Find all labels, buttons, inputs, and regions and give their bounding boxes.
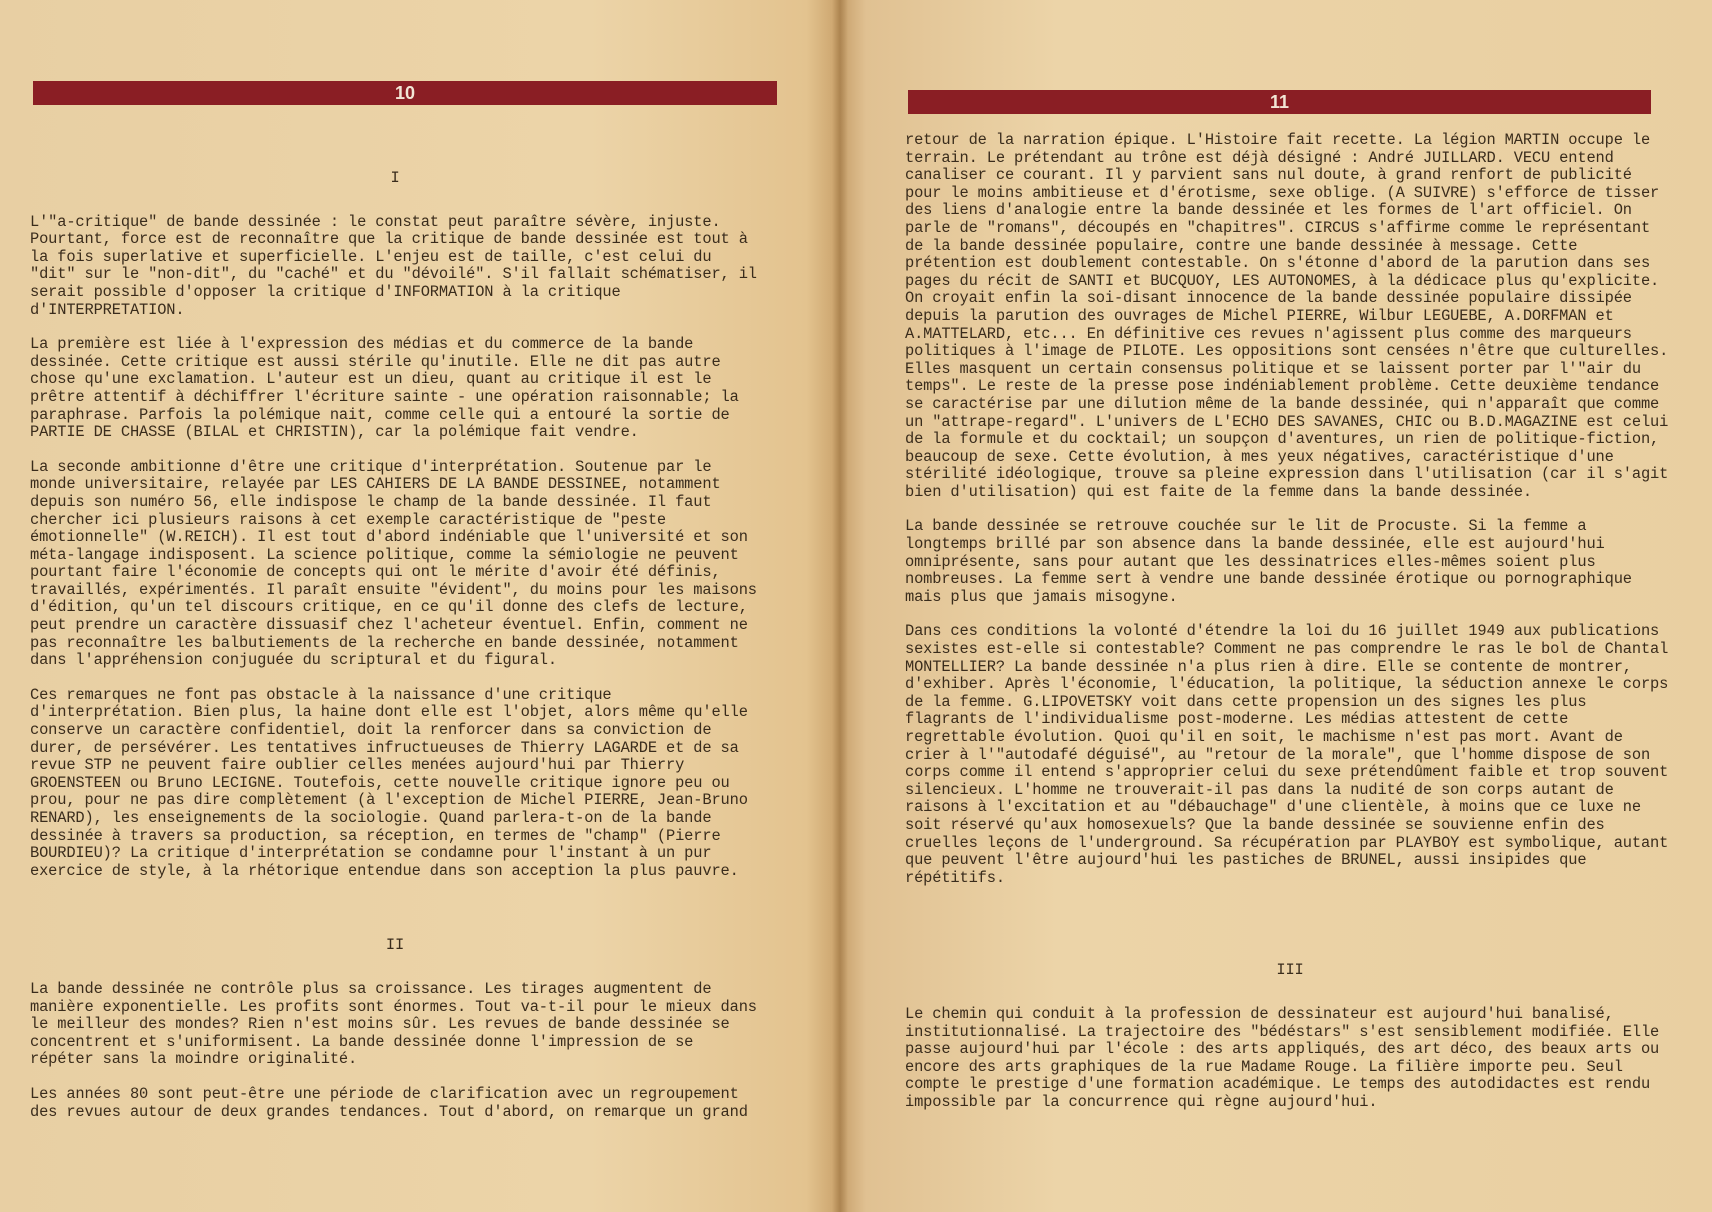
section-heading: III	[1276, 961, 1304, 980]
paragraph: La seconde ambitionne d'être une critique d'interprétation. Soutenue par le monde universitaire, relayée par LES CAHIERS DE LA BANDE DESSINEE, notamment depuis son numéro 56, elle indispose le champ de la bande dessinée. Il faut chercher ici plusieurs raisons à cet exemple caractéristique de "peste émotionnelle" (W.REICH). Il est tout d'abord indéniable que l'université et son méta-langage indisposent. La science politique, comme la sémiologie ne peuvent pourtant faire l'économie de concepts qui ont le mérite d'avoir été définis, travaillés, expérimentés. Il paraît ensuite "évident", du moins pour les maisons d'édition, qu'un tel discours critique, en ce qu'il donne des clefs de lecture, peut prendre un caractère dissuasif chez l'acheteur éventuel. Enfin, comment ne pas reconnaître les balbutiements de la recherche en bande dessinée, notamment dans l'appréhension conjuguée du scriptural et du figural.	[30, 457, 757, 670]
paragraph: La première est liée à l'expression des médias et du commerce de la bande dessinée. Cette critique est aussi stérile qu'inutile. Elle ne dit pas autre chose qu'une exclamation. L'auteur est un dieu, quant au critique il est le prêtre attentif à déchiffrer l'écriture sainte - une opération raisonnable; la paraphrase. Parfois la polémique nait, comme celle qui a entouré la sortie de PARTIE DE CHASSE (BILAL et CHRISTIN), car la polémique fait vendre.	[30, 335, 739, 442]
page-number-bar: 11	[908, 90, 1651, 114]
section-heading: I	[390, 169, 400, 187]
paragraph: La bande dessinée ne contrôle plus sa croissance. Les tirages augmentent de manière exponentielle. Les profits sont énormes. Tout va-t-il pour le mieux dans le meilleur des mondes? Rien n'est moins sûr. Les revues de bande dessinée se concentrent et s'uniformisent. La bande dessinée donne l'impression de se répéter sans la moindre originalité.	[30, 979, 757, 1069]
right-page	[840, 0, 1712, 1212]
paragraph: Dans ces conditions la volonté d'étendre la loi du 16 juillet 1949 aux publications sexistes est-elle si contestable? Comment ne pas comprendre le ras le bol de Chantal MONTELLIER? La bande dessinée n'a plus rien à dire. Elle se contente de montrer, d'exhiber. Après l'économie, l'éducation, la politique, la séduction annexe le corps de la femme. G.LIPOVETSKY voit dans cette propension un des signes les plus flagrants de l'individualisme post-moderne. Les médias attestent de cette regrettable évolution. Quoi qu'il en soit, le machisme n'est pas mort. Avant de crier à l'"autodafé déguisé", au "retour de la morale", que l'homme dispose de son corps comme il entend s'approprier celui du sexe prétendûment faible et trop souvent silencieux. L'homme ne trouverait-il pas dans la nudité de son corps autant de raisons à l'excitation et au "débauchage" d'une clientèle, à moins que ce luxe ne soit réservé qu'aux homosexuels? Que la bande dessinée se souvienne enfin des cruelles leçons de l'underground. Sa récupération par PLAYBOY est symbolique, autant que peuvent l'être aujourd'hui les pastiches de BRUNEL, aussi insipides que répétitifs.	[905, 622, 1669, 887]
section-heading: II	[385, 936, 405, 955]
paragraph: Les années 80 sont peut-être une période de clarification avec un regroupement des revues autour de deux grandes tendances. Tout d'abord, on remarque un grand	[30, 1084, 748, 1121]
paragraph: retour de la narration épique. L'Histoire fait recette. La légion MARTIN occupe le terrain. Le prétendant au trône est déjà désigné : André JUILLARD. VECU entend canaliser ce courant. Il y parvient sans nul doute, à grand renfort de publicité pour le moins ambitieuse et d'érotisme, sexe oblige. (A SUIVRE) s'efforce de tisser des liens d'analogie entre la bande dessinée et les formes de l'art officiel. On parle de "romans", découpés en "chapitres". CIRCUS s'affirme comme le représentant de la bande dessinée populaire, contre une bande dessinée à message. Cette prétention est doublement contestable. On s'étonne d'abord de la parution dans ses pages du récit de SANTI et BUCQUOY, LES AUTONOMES, à la dédicace plus qu'explicite. On croyait enfin la soi-disant innocence de la bande dessinée populaire dissipée depuis la parution des ouvrages de Michel PIERRE, Wilbur LEGUEBE, A.DORFMAN et A.MATTELARD, etc... En définitive ces revues n'agissent plus comme des marqueurs politiques à l'image de PILOTE. Les oppositions sont censées n'être que culturelles. Elles masquent un certain consensus politique et se laissent porter par l'"air du temps". Le reste de la presse pose indéniablement problème. Cette deuxième tendance se caractérise par une dilution même de la bande dessinée, qui n'apparaît que comme un "attrape-regard". L'univers de L'ECHO DES SAVANES, CHIC ou B.D.MAGAZINE est celui de la formule et du cocktail; un soupçon d'aventures, un rien de politique-fiction, beaucoup de sexe. Cette évolution, à mes yeux négatives, caractéristique d'une stérilité idéologique, trouve sa pleine expression dans l'utilisation (car il s'agit bien d'utilisation) qui est faite de la femme dans la bande dessinée.	[905, 131, 1669, 501]
paragraph: L'"a-critique" de bande dessinée : le constat peut paraître sévère, injuste. Pourtant, force est de reconnaître que la critique de bande dessinée est tout à la fois superlative et superficielle. L'enjeu est de taille, c'est celui du "dit" sur le "non-dit", du "caché" et du "dévoilé". S'il fallait schématiser, il serait possible d'opposer la critique d'INFORMATION à la critique d'INTERPRETATION.	[30, 212, 757, 319]
left-text-column	[30, 170, 760, 1138]
paragraph: La bande dessinée se retrouve couchée sur le lit de Procuste. Si la femme a longtemps brillé par son absence dans la bande dessinée, elle est aujourd'hui omniprésente, sans pour autant que les dessinatrices elles-mêmes soient plus nombreuses. La femme sert à vendre une bande dessinée érotique ou pornographique mais plus que jamais misogyne.	[905, 517, 1632, 606]
page-number-bar: 10	[33, 81, 777, 105]
paragraph: Le chemin qui conduit à la profession de dessinateur est aujourd'hui banalisé, institutionnalisé. La trajectoire des "bédéstars" s'est sensiblement modifiée. Elle passe aujourd'hui par l'école : des arts appliqués, des art déco, des beaux arts ou encore des arts graphiques de la rue Madame Rouge. La filière importe peu. Seul compte le prestige d'une formation académique. Le temps des autodidactes est rendu impossible par la concurrence qui règne aujourd'hui.	[905, 1004, 1660, 1111]
binding-gutter	[832, 0, 848, 1212]
paragraph: Ces remarques ne font pas obstacle à la naissance d'une critique d'interprétation. Bien plus, la haine dont elle est l'objet, alors même qu'elle conserve un caractère confidentiel, doit la renforcer dans sa conviction de durer, de persévérer. Les tentatives infructueuses de Thierry LAGARDE et de sa revue STP ne peuvent faire oublier celles menées aujourd'hui par Thierry GROENSTEEN ou Bruno LECIGNE. Toutefois, cette nouvelle critique ignore peu ou prou, pour ne pas dire complètement (à l'exception de Michel PIERRE, Jean-Bruno RENARD), les enseignements de la sociologie. Quand parlera-t-on de la bande dessinée à travers sa production, sa réception, en termes de "champ" (Pierre BOURDIEU)? La critique d'interprétation se condamne pour l'instant à un pur exercice de style, à la rhétorique entendue dans son acception la plus pauvre.	[30, 685, 748, 880]
right-text-column	[905, 132, 1675, 1129]
left-page	[0, 0, 840, 1212]
